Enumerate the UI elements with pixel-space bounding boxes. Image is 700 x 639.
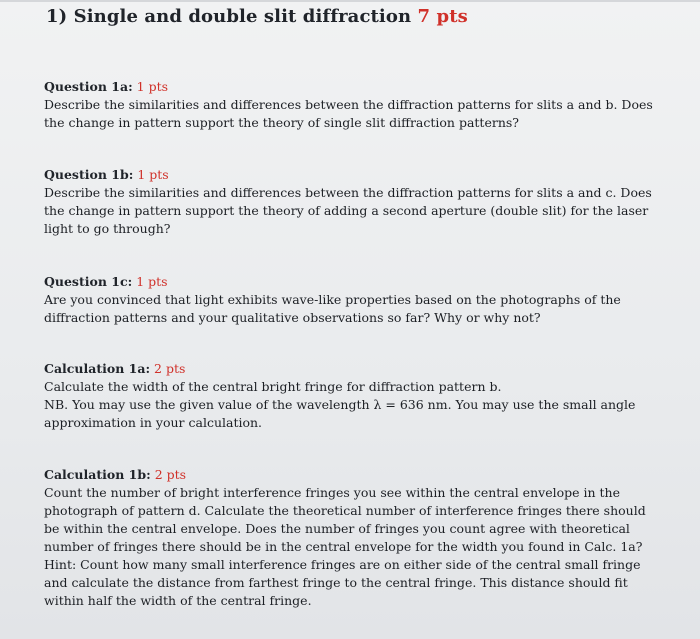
question-note: NB. You may use the given value of the wavelength λ = 636 nm. You may use the small angle approximation in your calculation. [44,397,636,430]
question-label: Calculation 1a: [44,361,151,376]
question-1c [44,273,664,327]
question-points: 2 pts [154,361,186,376]
question-label: Question 1b: [44,167,134,182]
question-text: Describe the similarities and differences between the diffraction patterns for slits a and b. Does the change in pattern support the theory of single slit diffraction patterns? [44,97,653,130]
top-divider [0,0,700,2]
calculation-1a [44,360,664,432]
question-text: Calculate the width of the central bright fringe for diffraction pattern b. [44,379,502,394]
question-points: 1 pts [136,274,168,289]
question-text: Count the number of bright interference fringes you see within the central envelope in the photograph of pattern d. Calculate the theoretical number of interference fringes there should be within the central envelope. Does the number of fringes you count agree with theoretical number of fringes there should be in the central envelope for the width you found in Calc. 1a? [44,485,646,554]
question-1b [44,166,664,238]
question-label: Question 1c: [44,274,133,289]
section-title: 1) Single and double slit diffraction [46,6,412,27]
section-points: 7 pts [417,6,468,27]
question-label: Question 1a: [44,79,133,94]
question-text: Are you convinced that light exhibits wave-like properties based on the photographs of the diffraction patterns and your qualitative observations so far? Why or why not? [44,292,621,325]
question-points: 1 pts [136,79,169,94]
section-heading [46,6,468,27]
question-label: Calculation 1b: [44,467,151,482]
question-points: 2 pts [154,467,187,482]
calculation-1b [44,466,664,610]
question-1a [44,78,664,132]
question-hint: Hint: Count how many small interference fringes are on either side of the central small fringe and calculate the distance from farthest fringe to the central fringe. This distance should fit within half the width of the central fringe. [44,557,641,608]
question-text: Describe the similarities and differences between the diffraction patterns for slits a and c. Does the change in pattern support the theory of adding a second aperture (double slit) for the laser light to go through? [44,185,652,236]
question-points: 1 pts [137,167,169,182]
